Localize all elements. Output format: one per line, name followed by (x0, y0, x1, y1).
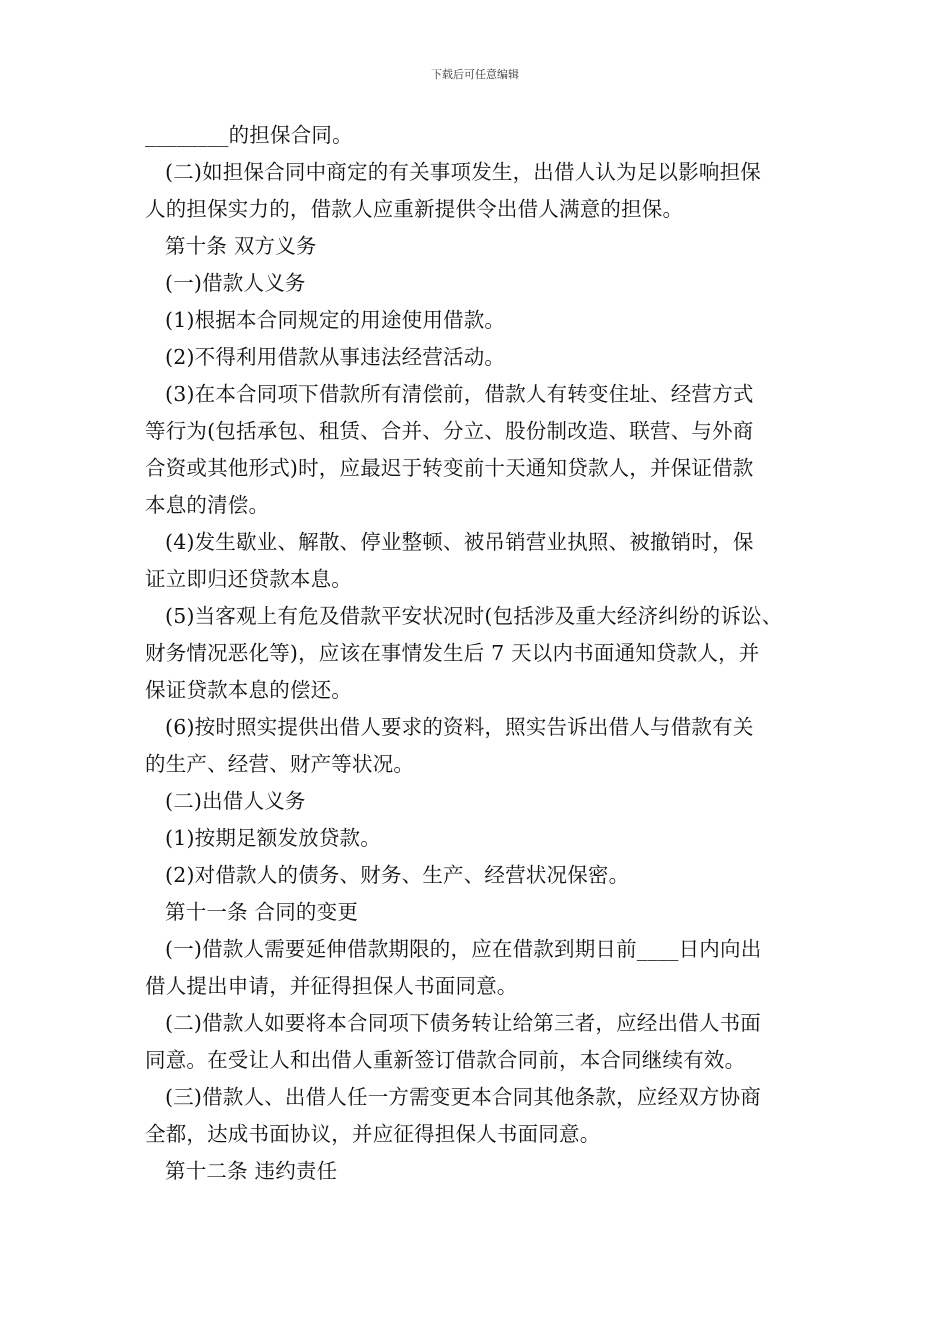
text-line: 第十二条 违约责任 (165, 1159, 338, 1183)
text-line: 保证贷款本息的偿还。 (145, 678, 352, 702)
text-line: 借人提出申请，并征得担保人书面同意。 (145, 974, 518, 998)
text-line: (6)按时照实提供出借人要求的资料，照实告诉出借人与借款有关 (165, 715, 754, 739)
text-line: (2)不得利用借款从事违法经营活动。 (165, 345, 506, 369)
text-line: 人的担保实力的，借款人应重新提供令出借人满意的担保。 (145, 197, 684, 221)
text-line: (二)出借人义务 (165, 789, 306, 813)
text-line: (三)借款人、出借人任一方需变更本合同其他条款，应经双方协商 (165, 1085, 761, 1109)
text-line: 同意。在受让人和出借人重新签订借款合同前，本合同继续有效。 (145, 1048, 746, 1072)
text-line: 第十条 双方义务 (165, 234, 317, 258)
text-line: 证立即归还贷款本息。 (145, 567, 352, 591)
text-line: (一)借款人义务 (165, 271, 306, 295)
text-line: (5)当客观上有危及借款平安状况时(包括涉及重大经济纠纷的诉讼、 (165, 604, 783, 628)
text-line: 等行为(包括承包、租赁、合并、分立、股份制改造、联营、与外商 (145, 419, 754, 443)
text-line: (二)借款人如要将本合同项下债务转让给第三者，应经出借人书面 (165, 1011, 761, 1035)
text-line: 合资或其他形式)时，应最迟于转变前十天通知贷款人，并保证借款 (145, 456, 754, 480)
text-line: 本息的清偿。 (145, 493, 270, 517)
text-line: (4)发生歇业、解散、停业整顿、被吊销营业执照、被撤销时，保 (165, 530, 754, 554)
text-line: ________的担保合同。 (145, 123, 353, 147)
page-header: 下载后可任意编辑 (431, 68, 519, 81)
text-line: (1)按期足额发放贷款。 (165, 826, 381, 850)
text-line: 的生产、经营、财产等状况。 (145, 752, 415, 776)
text-line: 财务情况恶化等)，应该在事情发生后 7 天以内书面通知贷款人，并 (145, 641, 760, 665)
text-line: 第十一条 合同的变更 (165, 900, 359, 924)
text-line: (3)在本合同项下借款所有清偿前，借款人有转变住址、经营方式 (165, 382, 754, 406)
text-line: (二)如担保合同中商定的有关事项发生，出借人认为足以影响担保 (165, 160, 761, 184)
document-body (145, 117, 825, 1190)
text-line: (2)对借款人的债务、财务、生产、经营状况保密。 (165, 863, 630, 887)
text-line: (一)借款人需要延伸借款期限的，应在借款到期日前____日内向出 (165, 937, 762, 961)
text-line: 全都，达成书面协议，并应征得担保人书面同意。 (145, 1122, 601, 1146)
text-line: (1)根据本合同规定的用途使用借款。 (165, 308, 506, 332)
